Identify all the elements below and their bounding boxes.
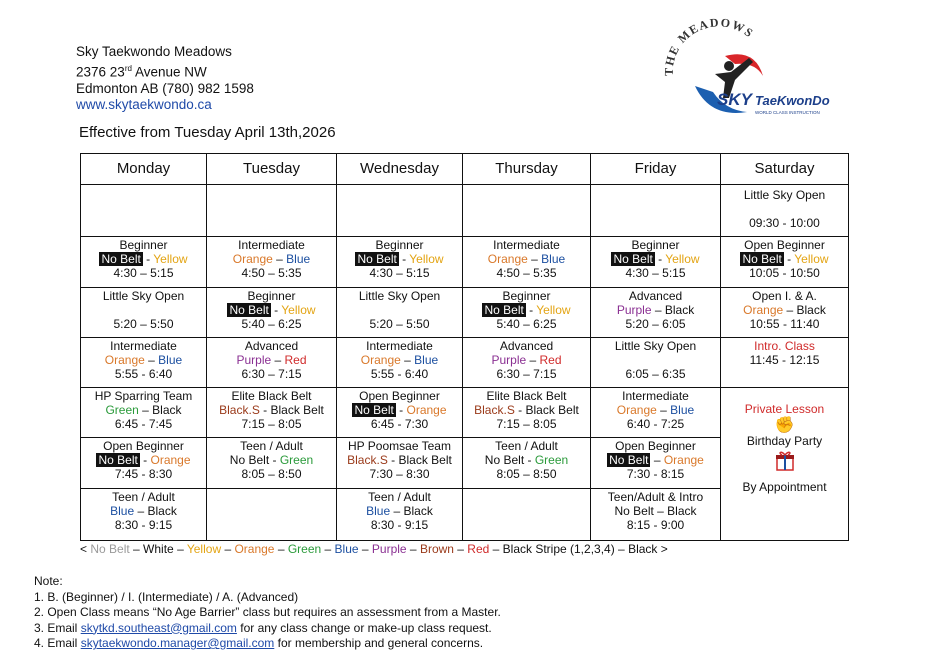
- day-header-row: [81, 154, 849, 185]
- class-cell: Open Beginner No Belt - Orange 6:45 - 7:30: [337, 388, 463, 438]
- class-schedule-table: [80, 153, 849, 541]
- class-cell: Elite Black Belt Black.S - Black Belt 7:15 – 8:05: [207, 388, 337, 438]
- class-cell: Teen / Adult No Belt - Green 8:05 – 8:50: [463, 438, 591, 488]
- email-link-manager[interactable]: skytaekwondo.manager@gmail.com: [80, 636, 275, 650]
- day-thursday: Thursday: [463, 154, 591, 185]
- schedule-row: [81, 287, 849, 337]
- class-cell: Beginner No Belt - Yellow 4:30 – 5:15: [81, 237, 207, 287]
- sky-taekwondo-logo: [655, 14, 850, 132]
- class-cell: Advanced Purple – Red 6:30 – 7:15: [207, 337, 337, 387]
- empty-cell: [591, 185, 721, 237]
- logo-arc-text: THE MEADOWS: [661, 15, 757, 77]
- class-cell: Teen / Adult Blue – Black 8:30 - 9:15: [337, 488, 463, 540]
- class-cell: Intermediate Orange – Blue 6:40 - 7:25: [591, 388, 721, 438]
- class-cell: Intermediate Orange – Blue 5:55 - 6:40: [337, 337, 463, 387]
- class-cell: Open Beginner No Belt – Orange 7:30 - 8:15: [591, 438, 721, 488]
- empty-cell: [207, 488, 337, 540]
- street-address: 2376 23rd Avenue NW: [76, 63, 207, 79]
- logo-sky: SKY: [717, 90, 752, 109]
- empty-cell: [463, 488, 591, 540]
- class-cell: Little Sky Open 09:30 - 10:00: [721, 185, 849, 237]
- note-item: 2. Open Class means “No Age Barrier” class but requires an assessment from a Master.: [34, 605, 501, 619]
- class-cell: Little Sky Open 5:20 – 5:50: [81, 287, 207, 337]
- class-cell: Open Beginner No Belt - Orange 7:45 - 8:30: [81, 438, 207, 488]
- class-cell: Beginner No Belt - Yellow 4:30 – 5:15: [591, 237, 721, 287]
- day-tuesday: Tuesday: [207, 154, 337, 185]
- city-phone: Edmonton AB (780) 982 1598: [76, 80, 254, 96]
- day-wednesday: Wednesday: [337, 154, 463, 185]
- gift-icon: [722, 448, 847, 474]
- day-friday: Friday: [591, 154, 721, 185]
- day-saturday: Saturday: [721, 154, 849, 185]
- class-cell: Beginner No Belt - Yellow 5:40 – 6:25: [463, 287, 591, 337]
- class-cell: Intermediate Orange – Blue 5:55 - 6:40: [81, 337, 207, 387]
- note-item: 3. Email skytkd.southeast@gmail.com for any class change or make-up class request.: [34, 620, 492, 635]
- class-cell: Intermediate Orange – Blue 4:50 – 5:35: [207, 237, 337, 287]
- day-monday: Monday: [81, 154, 207, 185]
- class-cell: Beginner No Belt - Yellow 4:30 – 5:15: [337, 237, 463, 287]
- class-cell: Elite Black Belt Black.S - Black Belt 7:15 – 8:05: [463, 388, 591, 438]
- class-cell: HP Poomsae Team Black.S - Black Belt 7:30 – 8:30: [337, 438, 463, 488]
- schedule-row: [81, 388, 849, 438]
- class-cell: Intro. Class 11:45 - 12:15: [721, 337, 849, 387]
- saturday-private-cell: [721, 388, 849, 541]
- empty-cell: [207, 185, 337, 237]
- logo-tagline: WORLD CLASS INSTRUCTION: [755, 110, 820, 115]
- website-link[interactable]: www.skytaekwondo.ca: [76, 97, 212, 112]
- notes-section: [34, 574, 501, 652]
- class-cell: Intermediate Orange – Blue 4:50 – 5:35: [463, 237, 591, 287]
- note-item: 4. Email skytaekwondo.manager@gmail.com for membership and general concerns.: [34, 636, 484, 650]
- class-cell: Advanced Purple – Black 5:20 – 6:05: [591, 287, 721, 337]
- birthday-party-label: Birthday Party: [746, 434, 823, 449]
- empty-cell: [337, 185, 463, 237]
- notes-title: Note:: [34, 574, 63, 588]
- private-lesson-label: Private Lesson: [744, 402, 825, 417]
- class-cell: Teen / Adult Blue – Black 8:30 - 9:15: [81, 488, 207, 540]
- email-link-southeast[interactable]: skytkd.southeast@gmail.com: [80, 620, 237, 635]
- schedule-row: [81, 185, 849, 237]
- note-item: 1. B. (Beginner) / I. (Intermediate) / A. (Advanced): [34, 589, 299, 604]
- schedule-row: [81, 337, 849, 387]
- flexed-arm-icon: ✊: [774, 417, 795, 435]
- effective-date: Effective from Tuesday April 13th,2026: [79, 124, 336, 141]
- class-cell: Teen/Adult & Intro No Belt – Black 8:15 - 9:00: [591, 488, 721, 540]
- class-cell: Open I. & A. Orange – Black 10:55 - 11:40: [721, 287, 849, 337]
- school-address: [76, 44, 254, 114]
- belt-legend: < No Belt – White – Yellow – Orange – Green – Blue – Purple – Brown – Red – Black Stripe (1,2,3,4) – Black >: [80, 542, 668, 556]
- empty-cell: [463, 185, 591, 237]
- class-cell: HP Sparring Team Green – Black 6:45 - 7:45: [81, 388, 207, 438]
- class-cell: Open Beginner No Belt - Yellow 10:05 - 10:50: [721, 237, 849, 287]
- school-name: Sky Taekwondo Meadows: [76, 44, 232, 59]
- class-cell: Beginner No Belt - Yellow 5:40 – 6:25: [207, 287, 337, 337]
- by-appointment-label: By Appointment: [742, 480, 827, 495]
- schedule-row: [81, 237, 849, 287]
- empty-cell: [81, 185, 207, 237]
- class-cell: Teen / Adult No Belt - Green 8:05 – 8:50: [207, 438, 337, 488]
- class-cell: Little Sky Open 5:20 – 5:50: [337, 287, 463, 337]
- logo-taekwondo: TaeKwonDo: [755, 93, 830, 108]
- class-cell: Little Sky Open 6:05 – 6:35: [591, 337, 721, 387]
- class-cell: Advanced Purple – Red 6:30 – 7:15: [463, 337, 591, 387]
